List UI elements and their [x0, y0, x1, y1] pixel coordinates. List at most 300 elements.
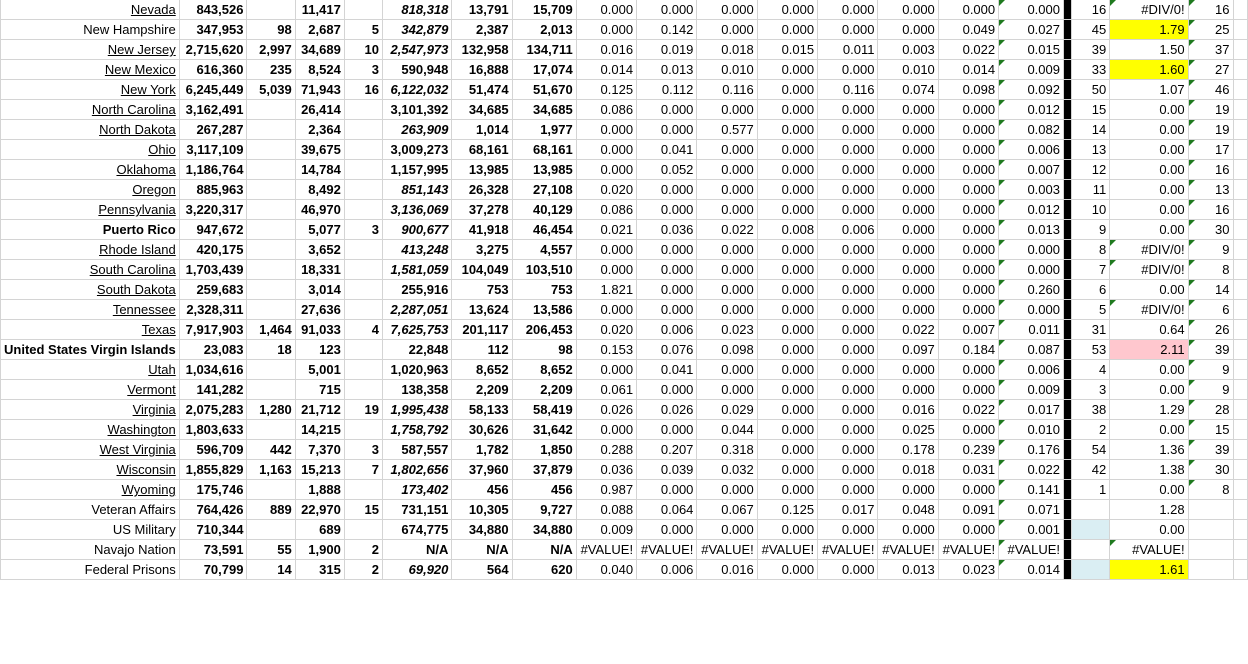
- cell-name[interactable]: [1, 260, 180, 280]
- cell-c5[interactable]: 3,136,069: [382, 200, 451, 220]
- cell-empty[interactable]: [1233, 120, 1247, 140]
- cell-rate-8[interactable]: 0.000: [999, 260, 1064, 280]
- cell-c6[interactable]: 753: [452, 280, 512, 300]
- cell-c2[interactable]: 18: [247, 340, 295, 360]
- cell-ratio[interactable]: 0.64: [1110, 320, 1188, 340]
- cell-c3[interactable]: 3,652: [295, 240, 344, 260]
- row-label-link[interactable]: Virginia: [132, 402, 176, 417]
- cell-c2[interactable]: [247, 160, 295, 180]
- cell-c4[interactable]: [344, 480, 382, 500]
- cell-rate-8[interactable]: 0.000: [999, 300, 1064, 320]
- cell-rank-2[interactable]: 6: [1188, 300, 1233, 320]
- cell-rate-2[interactable]: 0.000: [637, 280, 697, 300]
- cell-ratio[interactable]: 1.38: [1110, 460, 1188, 480]
- cell-rate-1[interactable]: 0.153: [576, 340, 636, 360]
- cell-c2[interactable]: 14: [247, 560, 295, 580]
- cell-empty[interactable]: [1233, 360, 1247, 380]
- cell-rate-4[interactable]: 0.000: [757, 80, 817, 100]
- cell-rate-3[interactable]: 0.029: [697, 400, 757, 420]
- cell-rate-4[interactable]: 0.000: [757, 60, 817, 80]
- cell-rank[interactable]: 16: [1072, 0, 1110, 20]
- cell-rate-4[interactable]: 0.015: [757, 40, 817, 60]
- cell-rate-1[interactable]: 0.000: [576, 20, 636, 40]
- cell-rate-1[interactable]: 0.061: [576, 380, 636, 400]
- cell-rate-3[interactable]: 0.000: [697, 360, 757, 380]
- cell-rate-2[interactable]: 0.041: [637, 140, 697, 160]
- cell-rate-5[interactable]: 0.000: [818, 20, 878, 40]
- cell-rate-7[interactable]: 0.031: [938, 460, 998, 480]
- cell-rank[interactable]: 45: [1072, 20, 1110, 40]
- cell-c4[interactable]: [344, 160, 382, 180]
- cell-name[interactable]: [1, 40, 180, 60]
- cell-rate-7[interactable]: 0.000: [938, 100, 998, 120]
- cell-c2[interactable]: 1,464: [247, 320, 295, 340]
- cell-rate-2[interactable]: 0.000: [637, 480, 697, 500]
- cell-ratio[interactable]: 0.00: [1110, 360, 1188, 380]
- cell-c4[interactable]: 16: [344, 80, 382, 100]
- cell-rate-2[interactable]: 0.000: [637, 240, 697, 260]
- cell-c7[interactable]: 51,670: [512, 80, 576, 100]
- cell-rate-7[interactable]: 0.000: [938, 360, 998, 380]
- cell-rate-4[interactable]: 0.125: [757, 500, 817, 520]
- cell-ratio[interactable]: 0.00: [1110, 120, 1188, 140]
- cell-rate-8[interactable]: 0.001: [999, 520, 1064, 540]
- cell-empty[interactable]: [1233, 260, 1247, 280]
- cell-rate-2[interactable]: 0.052: [637, 160, 697, 180]
- cell-c1[interactable]: 73,591: [179, 540, 247, 560]
- cell-rank[interactable]: 14: [1072, 120, 1110, 140]
- cell-rate-4[interactable]: 0.000: [757, 400, 817, 420]
- cell-rate-2[interactable]: 0.207: [637, 440, 697, 460]
- row-label-link[interactable]: Texas: [141, 322, 176, 337]
- cell-c3[interactable]: 34,689: [295, 40, 344, 60]
- cell-c1[interactable]: 420,175: [179, 240, 247, 260]
- cell-c7[interactable]: 2,013: [512, 20, 576, 40]
- cell-rank[interactable]: 54: [1072, 440, 1110, 460]
- cell-c6[interactable]: 58,133: [452, 400, 512, 420]
- cell-c7[interactable]: 37,879: [512, 460, 576, 480]
- cell-rank-2[interactable]: 37: [1188, 40, 1233, 60]
- cell-rank[interactable]: [1072, 520, 1110, 540]
- cell-rate-8[interactable]: 0.003: [999, 180, 1064, 200]
- row-label-link[interactable]: Wyoming: [121, 482, 176, 497]
- cell-c6[interactable]: 2,387: [452, 20, 512, 40]
- cell-rate-5[interactable]: 0.000: [818, 200, 878, 220]
- cell-empty[interactable]: [1233, 240, 1247, 260]
- cell-c4[interactable]: [344, 280, 382, 300]
- cell-c4[interactable]: [344, 420, 382, 440]
- cell-c5[interactable]: 1,802,656: [382, 460, 451, 480]
- cell-c7[interactable]: 27,108: [512, 180, 576, 200]
- cell-rank[interactable]: 1: [1072, 480, 1110, 500]
- cell-rate-2[interactable]: 0.000: [637, 260, 697, 280]
- cell-c4[interactable]: [344, 140, 382, 160]
- cell-c2[interactable]: [247, 260, 295, 280]
- cell-rate-6[interactable]: 0.000: [878, 300, 938, 320]
- cell-rate-4[interactable]: 0.000: [757, 460, 817, 480]
- cell-c6[interactable]: 456: [452, 480, 512, 500]
- cell-empty[interactable]: [1233, 280, 1247, 300]
- cell-c4[interactable]: 10: [344, 40, 382, 60]
- cell-c5[interactable]: 731,151: [382, 500, 451, 520]
- row-label-link[interactable]: New Mexico: [104, 62, 176, 77]
- cell-rate-7[interactable]: 0.239: [938, 440, 998, 460]
- row-label-link[interactable]: New York: [120, 82, 176, 97]
- cell-rate-2[interactable]: 0.142: [637, 20, 697, 40]
- cell-rank[interactable]: 8: [1072, 240, 1110, 260]
- cell-c7[interactable]: 15,709: [512, 0, 576, 20]
- cell-rate-5[interactable]: 0.116: [818, 80, 878, 100]
- cell-rate-7[interactable]: 0.184: [938, 340, 998, 360]
- cell-c1[interactable]: 2,715,620: [179, 40, 247, 60]
- cell-rate-1[interactable]: 0.086: [576, 100, 636, 120]
- cell-rate-7[interactable]: 0.000: [938, 280, 998, 300]
- cell-rate-8[interactable]: #VALUE!: [999, 540, 1064, 560]
- cell-name[interactable]: [1, 500, 180, 520]
- cell-c7[interactable]: 98: [512, 340, 576, 360]
- cell-rate-7[interactable]: 0.098: [938, 80, 998, 100]
- cell-c5[interactable]: 674,775: [382, 520, 451, 540]
- cell-c3[interactable]: 21,712: [295, 400, 344, 420]
- cell-c1[interactable]: 141,282: [179, 380, 247, 400]
- cell-empty[interactable]: [1233, 20, 1247, 40]
- cell-c3[interactable]: 18,331: [295, 260, 344, 280]
- cell-c3[interactable]: 3,014: [295, 280, 344, 300]
- cell-rate-6[interactable]: 0.048: [878, 500, 938, 520]
- cell-rate-2[interactable]: 0.006: [637, 560, 697, 580]
- cell-c4[interactable]: [344, 0, 382, 20]
- cell-rate-5[interactable]: 0.000: [818, 60, 878, 80]
- cell-rate-1[interactable]: 0.020: [576, 180, 636, 200]
- cell-rate-4[interactable]: 0.000: [757, 360, 817, 380]
- cell-c4[interactable]: 4: [344, 320, 382, 340]
- cell-rate-3[interactable]: 0.000: [697, 20, 757, 40]
- cell-ratio[interactable]: 0.00: [1110, 480, 1188, 500]
- cell-c5[interactable]: N/A: [382, 540, 451, 560]
- cell-c1[interactable]: 175,746: [179, 480, 247, 500]
- cell-c1[interactable]: 2,328,311: [179, 300, 247, 320]
- cell-rate-1[interactable]: 0.000: [576, 240, 636, 260]
- cell-name[interactable]: [1, 240, 180, 260]
- cell-rate-7[interactable]: 0.000: [938, 480, 998, 500]
- cell-rate-4[interactable]: 0.000: [757, 380, 817, 400]
- cell-c5[interactable]: 1,157,995: [382, 160, 451, 180]
- cell-c1[interactable]: 1,034,616: [179, 360, 247, 380]
- cell-rank[interactable]: 7: [1072, 260, 1110, 280]
- cell-rate-5[interactable]: 0.000: [818, 320, 878, 340]
- cell-empty[interactable]: [1233, 40, 1247, 60]
- cell-rate-3[interactable]: 0.023: [697, 320, 757, 340]
- cell-c5[interactable]: 2,287,051: [382, 300, 451, 320]
- cell-c5[interactable]: 138,358: [382, 380, 451, 400]
- cell-c7[interactable]: 13,985: [512, 160, 576, 180]
- cell-rate-2[interactable]: #VALUE!: [637, 540, 697, 560]
- cell-c5[interactable]: 6,122,032: [382, 80, 451, 100]
- cell-c6[interactable]: 34,685: [452, 100, 512, 120]
- cell-rate-4[interactable]: #VALUE!: [757, 540, 817, 560]
- cell-rank-2[interactable]: 8: [1188, 480, 1233, 500]
- cell-ratio[interactable]: 0.00: [1110, 280, 1188, 300]
- cell-rate-3[interactable]: 0.000: [697, 380, 757, 400]
- cell-rank-2[interactable]: 8: [1188, 260, 1233, 280]
- cell-rate-4[interactable]: 0.000: [757, 420, 817, 440]
- cell-rate-4[interactable]: 0.000: [757, 240, 817, 260]
- cell-rate-5[interactable]: 0.000: [818, 360, 878, 380]
- cell-rate-2[interactable]: 0.019: [637, 40, 697, 60]
- cell-rate-5[interactable]: 0.000: [818, 180, 878, 200]
- cell-rate-6[interactable]: 0.000: [878, 240, 938, 260]
- cell-c6[interactable]: 68,161: [452, 140, 512, 160]
- cell-rate-4[interactable]: 0.000: [757, 0, 817, 20]
- cell-rate-6[interactable]: 0.000: [878, 180, 938, 200]
- cell-rate-3[interactable]: 0.098: [697, 340, 757, 360]
- cell-rate-6[interactable]: 0.000: [878, 480, 938, 500]
- cell-rate-8[interactable]: 0.092: [999, 80, 1064, 100]
- cell-rate-7[interactable]: 0.000: [938, 180, 998, 200]
- cell-rate-4[interactable]: 0.000: [757, 260, 817, 280]
- cell-rank[interactable]: [1072, 540, 1110, 560]
- cell-rank[interactable]: 15: [1072, 100, 1110, 120]
- cell-c4[interactable]: 3: [344, 440, 382, 460]
- cell-name[interactable]: [1, 560, 180, 580]
- cell-rate-4[interactable]: 0.000: [757, 160, 817, 180]
- cell-ratio[interactable]: 1.79: [1110, 20, 1188, 40]
- cell-c5[interactable]: 69,920: [382, 560, 451, 580]
- cell-c1[interactable]: 23,083: [179, 340, 247, 360]
- cell-rate-5[interactable]: 0.000: [818, 280, 878, 300]
- cell-c7[interactable]: 4,557: [512, 240, 576, 260]
- cell-rate-7[interactable]: 0.000: [938, 240, 998, 260]
- cell-name[interactable]: [1, 160, 180, 180]
- cell-empty[interactable]: [1233, 540, 1247, 560]
- row-label-link[interactable]: South Carolina: [89, 262, 176, 277]
- cell-name[interactable]: [1, 340, 180, 360]
- cell-name[interactable]: [1, 420, 180, 440]
- cell-c2[interactable]: 1,280: [247, 400, 295, 420]
- cell-c3[interactable]: 5,077: [295, 220, 344, 240]
- cell-c3[interactable]: 15,213: [295, 460, 344, 480]
- cell-rate-5[interactable]: 0.000: [818, 120, 878, 140]
- cell-c2[interactable]: 442: [247, 440, 295, 460]
- cell-rank-2[interactable]: 16: [1188, 200, 1233, 220]
- cell-c1[interactable]: 843,526: [179, 0, 247, 20]
- cell-c1[interactable]: 6,245,449: [179, 80, 247, 100]
- cell-rate-3[interactable]: 0.000: [697, 160, 757, 180]
- cell-rate-6[interactable]: #VALUE!: [878, 540, 938, 560]
- cell-rate-3[interactable]: 0.067: [697, 500, 757, 520]
- cell-empty[interactable]: [1233, 380, 1247, 400]
- cell-rate-1[interactable]: 0.288: [576, 440, 636, 460]
- cell-c5[interactable]: 900,677: [382, 220, 451, 240]
- cell-rate-1[interactable]: 0.040: [576, 560, 636, 580]
- cell-rate-1[interactable]: 0.000: [576, 160, 636, 180]
- cell-c3[interactable]: 22,970: [295, 500, 344, 520]
- cell-c3[interactable]: 14,784: [295, 160, 344, 180]
- cell-rate-1[interactable]: 0.036: [576, 460, 636, 480]
- cell-c7[interactable]: 34,685: [512, 100, 576, 120]
- cell-c6[interactable]: 30,626: [452, 420, 512, 440]
- cell-rate-5[interactable]: 0.000: [818, 0, 878, 20]
- cell-rate-2[interactable]: 0.000: [637, 520, 697, 540]
- cell-rate-6[interactable]: 0.000: [878, 360, 938, 380]
- cell-c4[interactable]: [344, 120, 382, 140]
- cell-rate-6[interactable]: 0.000: [878, 280, 938, 300]
- cell-rate-7[interactable]: 0.023: [938, 560, 998, 580]
- cell-rate-7[interactable]: 0.000: [938, 140, 998, 160]
- cell-c3[interactable]: 1,900: [295, 540, 344, 560]
- cell-rate-1[interactable]: 0.021: [576, 220, 636, 240]
- cell-rate-4[interactable]: 0.000: [757, 120, 817, 140]
- cell-c3[interactable]: 315: [295, 560, 344, 580]
- row-label-link[interactable]: West Virginia: [99, 442, 176, 457]
- cell-c4[interactable]: [344, 100, 382, 120]
- cell-c4[interactable]: [344, 300, 382, 320]
- cell-rank[interactable]: [1072, 500, 1110, 520]
- cell-c6[interactable]: 34,880: [452, 520, 512, 540]
- cell-c7[interactable]: 1,977: [512, 120, 576, 140]
- cell-rank-2[interactable]: 30: [1188, 460, 1233, 480]
- cell-c3[interactable]: 46,970: [295, 200, 344, 220]
- cell-rate-8[interactable]: 0.006: [999, 360, 1064, 380]
- cell-name[interactable]: [1, 480, 180, 500]
- cell-c6[interactable]: 13,791: [452, 0, 512, 20]
- cell-c2[interactable]: [247, 280, 295, 300]
- cell-c1[interactable]: 70,799: [179, 560, 247, 580]
- cell-name[interactable]: [1, 380, 180, 400]
- cell-rank-2[interactable]: 13: [1188, 180, 1233, 200]
- cell-c7[interactable]: 8,652: [512, 360, 576, 380]
- cell-rate-5[interactable]: 0.000: [818, 560, 878, 580]
- cell-c6[interactable]: 10,305: [452, 500, 512, 520]
- row-label-link[interactable]: Oklahoma: [116, 162, 176, 177]
- cell-rank-2[interactable]: 14: [1188, 280, 1233, 300]
- cell-c3[interactable]: 71,943: [295, 80, 344, 100]
- cell-empty[interactable]: [1233, 460, 1247, 480]
- cell-rank-2[interactable]: 19: [1188, 120, 1233, 140]
- cell-rate-8[interactable]: 0.022: [999, 460, 1064, 480]
- cell-rate-7[interactable]: 0.000: [938, 0, 998, 20]
- cell-rate-7[interactable]: 0.000: [938, 300, 998, 320]
- cell-rate-8[interactable]: 0.027: [999, 20, 1064, 40]
- cell-c7[interactable]: 753: [512, 280, 576, 300]
- cell-rate-2[interactable]: 0.041: [637, 360, 697, 380]
- cell-rate-4[interactable]: 0.000: [757, 320, 817, 340]
- cell-c7[interactable]: 68,161: [512, 140, 576, 160]
- cell-c4[interactable]: 3: [344, 60, 382, 80]
- cell-rate-5[interactable]: 0.006: [818, 220, 878, 240]
- cell-rate-1[interactable]: 0.000: [576, 120, 636, 140]
- cell-c3[interactable]: 26,414: [295, 100, 344, 120]
- cell-rate-5[interactable]: 0.000: [818, 520, 878, 540]
- cell-rate-6[interactable]: 0.016: [878, 400, 938, 420]
- cell-c7[interactable]: 456: [512, 480, 576, 500]
- cell-empty[interactable]: [1233, 200, 1247, 220]
- cell-name[interactable]: [1, 520, 180, 540]
- cell-rank-2[interactable]: 46: [1188, 80, 1233, 100]
- cell-c3[interactable]: 14,215: [295, 420, 344, 440]
- cell-name[interactable]: [1, 120, 180, 140]
- cell-c4[interactable]: 2: [344, 560, 382, 580]
- cell-ratio[interactable]: 1.28: [1110, 500, 1188, 520]
- cell-name[interactable]: [1, 460, 180, 480]
- cell-ratio[interactable]: 0.00: [1110, 140, 1188, 160]
- cell-rate-8[interactable]: 0.082: [999, 120, 1064, 140]
- cell-rank-2[interactable]: 39: [1188, 440, 1233, 460]
- cell-c5[interactable]: 1,020,963: [382, 360, 451, 380]
- cell-rate-1[interactable]: 0.125: [576, 80, 636, 100]
- cell-c4[interactable]: 5: [344, 20, 382, 40]
- cell-c6[interactable]: 37,960: [452, 460, 512, 480]
- cell-c5[interactable]: 587,557: [382, 440, 451, 460]
- cell-empty[interactable]: [1233, 0, 1247, 20]
- cell-c1[interactable]: 885,963: [179, 180, 247, 200]
- cell-rank[interactable]: 13: [1072, 140, 1110, 160]
- cell-c2[interactable]: 1,163: [247, 460, 295, 480]
- cell-rank-2[interactable]: 30: [1188, 220, 1233, 240]
- cell-rank-2[interactable]: 28: [1188, 400, 1233, 420]
- cell-rate-3[interactable]: 0.000: [697, 180, 757, 200]
- cell-empty[interactable]: [1233, 220, 1247, 240]
- cell-name[interactable]: [1, 0, 180, 20]
- cell-name[interactable]: [1, 100, 180, 120]
- row-label-link[interactable]: Vermont: [127, 382, 176, 397]
- cell-c3[interactable]: 39,675: [295, 140, 344, 160]
- cell-name[interactable]: [1, 320, 180, 340]
- cell-rank-2[interactable]: 15: [1188, 420, 1233, 440]
- cell-c3[interactable]: 27,636: [295, 300, 344, 320]
- cell-rank-2[interactable]: 39: [1188, 340, 1233, 360]
- cell-c1[interactable]: 947,672: [179, 220, 247, 240]
- cell-rate-7[interactable]: 0.000: [938, 260, 998, 280]
- cell-rate-1[interactable]: 0.009: [576, 520, 636, 540]
- row-label-link[interactable]: New Hampshire: [83, 22, 176, 37]
- cell-c7[interactable]: 58,419: [512, 400, 576, 420]
- cell-rate-3[interactable]: 0.000: [697, 0, 757, 20]
- cell-rate-6[interactable]: 0.000: [878, 20, 938, 40]
- cell-rate-6[interactable]: 0.000: [878, 220, 938, 240]
- cell-rank-2[interactable]: [1188, 540, 1233, 560]
- cell-empty[interactable]: [1233, 140, 1247, 160]
- cell-c7[interactable]: 1,850: [512, 440, 576, 460]
- cell-rate-2[interactable]: 0.039: [637, 460, 697, 480]
- cell-ratio[interactable]: 1.61: [1110, 560, 1188, 580]
- cell-rank[interactable]: 33: [1072, 60, 1110, 80]
- cell-c2[interactable]: [247, 480, 295, 500]
- cell-c2[interactable]: [247, 300, 295, 320]
- cell-c2[interactable]: [247, 180, 295, 200]
- cell-c3[interactable]: 7,370: [295, 440, 344, 460]
- cell-rate-3[interactable]: 0.000: [697, 200, 757, 220]
- cell-c2[interactable]: [247, 0, 295, 20]
- cell-c2[interactable]: [247, 420, 295, 440]
- cell-rate-6[interactable]: 0.000: [878, 200, 938, 220]
- cell-c1[interactable]: 710,344: [179, 520, 247, 540]
- cell-rate-6[interactable]: 0.000: [878, 260, 938, 280]
- cell-c5[interactable]: 342,879: [382, 20, 451, 40]
- cell-rate-8[interactable]: 0.012: [999, 100, 1064, 120]
- cell-ratio[interactable]: 0.00: [1110, 380, 1188, 400]
- cell-c2[interactable]: 2,997: [247, 40, 295, 60]
- cell-rank-2[interactable]: 16: [1188, 160, 1233, 180]
- cell-c2[interactable]: 55: [247, 540, 295, 560]
- cell-c2[interactable]: [247, 380, 295, 400]
- cell-rate-4[interactable]: 0.000: [757, 140, 817, 160]
- cell-rank[interactable]: 50: [1072, 80, 1110, 100]
- cell-rate-4[interactable]: 0.000: [757, 100, 817, 120]
- cell-rate-8[interactable]: 0.017: [999, 400, 1064, 420]
- cell-rate-1[interactable]: 0.000: [576, 260, 636, 280]
- cell-c2[interactable]: [247, 220, 295, 240]
